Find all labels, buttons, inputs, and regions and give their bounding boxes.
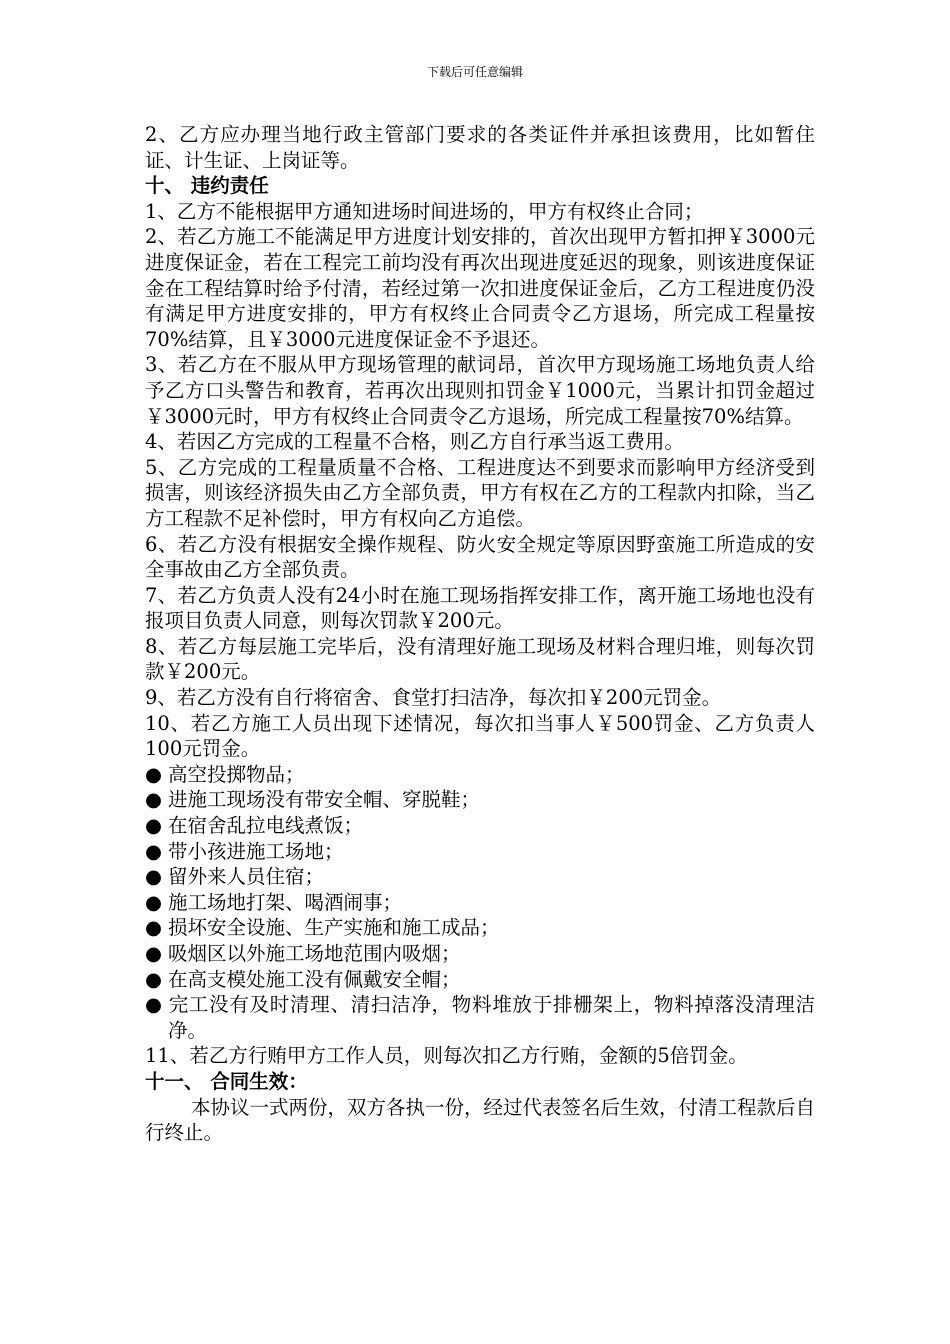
document-body bbox=[145, 122, 815, 1146]
list-item bbox=[145, 915, 815, 941]
bullet-icon: ● bbox=[145, 788, 163, 812]
list-item-text: 高空投掷物品； bbox=[168, 762, 305, 786]
list-item-text: 损坏安全设施、生产实施和施工成品； bbox=[168, 916, 500, 940]
paragraph-certificates: 2、乙方应办理当地行政主管部门要求的各类证件并承担该费用，比如暂住证、计生证、上岗证等。 bbox=[145, 123, 815, 172]
list-item-text: 进施工现场没有带安全帽、穿脱鞋； bbox=[168, 788, 481, 812]
paragraph-breach-10: 10、若乙方施工人员出现下述情况，每次扣当事人￥500罚金、乙方负责人100元罚金。 bbox=[145, 711, 815, 761]
bullet-icon: ● bbox=[145, 916, 163, 940]
list-item bbox=[145, 864, 815, 890]
paragraph-breach-1: 1、乙方不能根据甲方通知进场时间进场的，甲方有权终止合同； bbox=[145, 199, 704, 223]
list-item-text: 留外来人员住宿； bbox=[168, 865, 325, 889]
paragraph-breach-3: 3、若乙方在不服从甲方现场管理的献词昂，首次甲方现场施工场地负责人给予乙方口头警告和教育，若再次出现则扣罚金￥1000元，当累计扣罚金超过￥3000元时，甲方有权终止合同责令乙方退场，所完成工程量按70%结算。 bbox=[145, 353, 815, 428]
section-heading-breach: 十、 违约责任 bbox=[145, 174, 269, 198]
paragraph-breach-5: 5、乙方完成的工程量质量不合格、工程进度达不到要求而影响甲方经济受到损害，则该经济损失由乙方全部负责，甲方有权在乙方的工程款内扣除，当乙方工程款不足补偿时，甲方有权向乙方追偿。 bbox=[145, 455, 815, 530]
paragraph-breach-8: 8、若乙方每层施工完毕后，没有清理好施工现场及材料合理归堆，则每次罚款￥200元。 bbox=[145, 634, 815, 684]
paragraph-effect-body: 本协议一式两份，双方各执一份，经过代表签名后生效，付清工程款后自行终止。 bbox=[145, 1095, 816, 1145]
list-item-text: 在宿舍乱拉电线煮饭； bbox=[168, 814, 364, 838]
paragraph-breach-6: 6、若乙方没有根据安全操作规程、防火安全规定等原因野蛮施工所造成的安全事故由乙方全部负责。 bbox=[145, 532, 815, 582]
bullet-icon: ● bbox=[145, 762, 163, 786]
section-heading-effect: 十一、 合同生效： bbox=[145, 1069, 308, 1093]
paragraph-breach-2: 2、若乙方施工不能满足甲方进度计划安排的，首次出现甲方暂扣押￥3000元进度保证金，若在工程完工前均没有再次出现进度延迟的现象，则该进度保证金在工程结算时给予付清，若经过第一次扣进度保证金后，乙方工程进度仍没有满足甲方进度安排的，甲方有权终止合同责令乙方退场，所完成工程量按70%结算，且￥3000元进度保证金不予退还。 bbox=[145, 225, 815, 351]
list-item-text: 在高支模处施工没有佩戴安全帽； bbox=[168, 967, 461, 991]
list-item bbox=[145, 762, 815, 788]
list-item bbox=[145, 992, 815, 1043]
bullet-icon: ● bbox=[145, 967, 163, 991]
list-item bbox=[145, 787, 815, 813]
list-item bbox=[145, 839, 815, 865]
bullet-icon: ● bbox=[145, 865, 163, 889]
bullet-icon: ● bbox=[145, 942, 163, 965]
page-header: 下载后可任意编辑 bbox=[426, 65, 523, 79]
paragraph-breach-4: 4、若因乙方完成的工程量不合格，则乙方自行承当返工费用。 bbox=[145, 430, 684, 454]
paragraph-breach-9: 9、若乙方没有自行将宿舍、食堂打扫洁净，每次扣￥200元罚金。 bbox=[145, 686, 722, 710]
paragraph-breach-11: 11、若乙方行贿甲方工作人员，则每次扣乙方行贿，金额的5倍罚金。 bbox=[145, 1044, 748, 1068]
bullet-icon: ● bbox=[145, 993, 163, 1017]
list-item bbox=[145, 813, 815, 839]
list-item-text: 施工场地打架、喝酒闹事； bbox=[168, 890, 403, 914]
list-item bbox=[145, 967, 815, 993]
bullet-icon: ● bbox=[145, 839, 163, 863]
bullet-icon: ● bbox=[145, 814, 163, 838]
list-item-text: 吸烟区以外施工场地范围内吸烟； bbox=[168, 942, 461, 965]
list-item bbox=[145, 941, 815, 967]
list-item bbox=[145, 890, 815, 916]
list-item-text: 带小孩进施工场地； bbox=[168, 839, 344, 863]
list-item-text: 完工没有及时清理、清扫洁净，物料堆放于排栅架上，物料掉落没清理洁净。 bbox=[168, 993, 815, 1042]
paragraph-breach-7: 7、若乙方负责人没有24小时在施工现场指挥安排工作，离开施工场地也没有报项目负责人同意，则每次罚款￥200元。 bbox=[145, 583, 815, 633]
bullet-icon: ● bbox=[145, 890, 163, 914]
